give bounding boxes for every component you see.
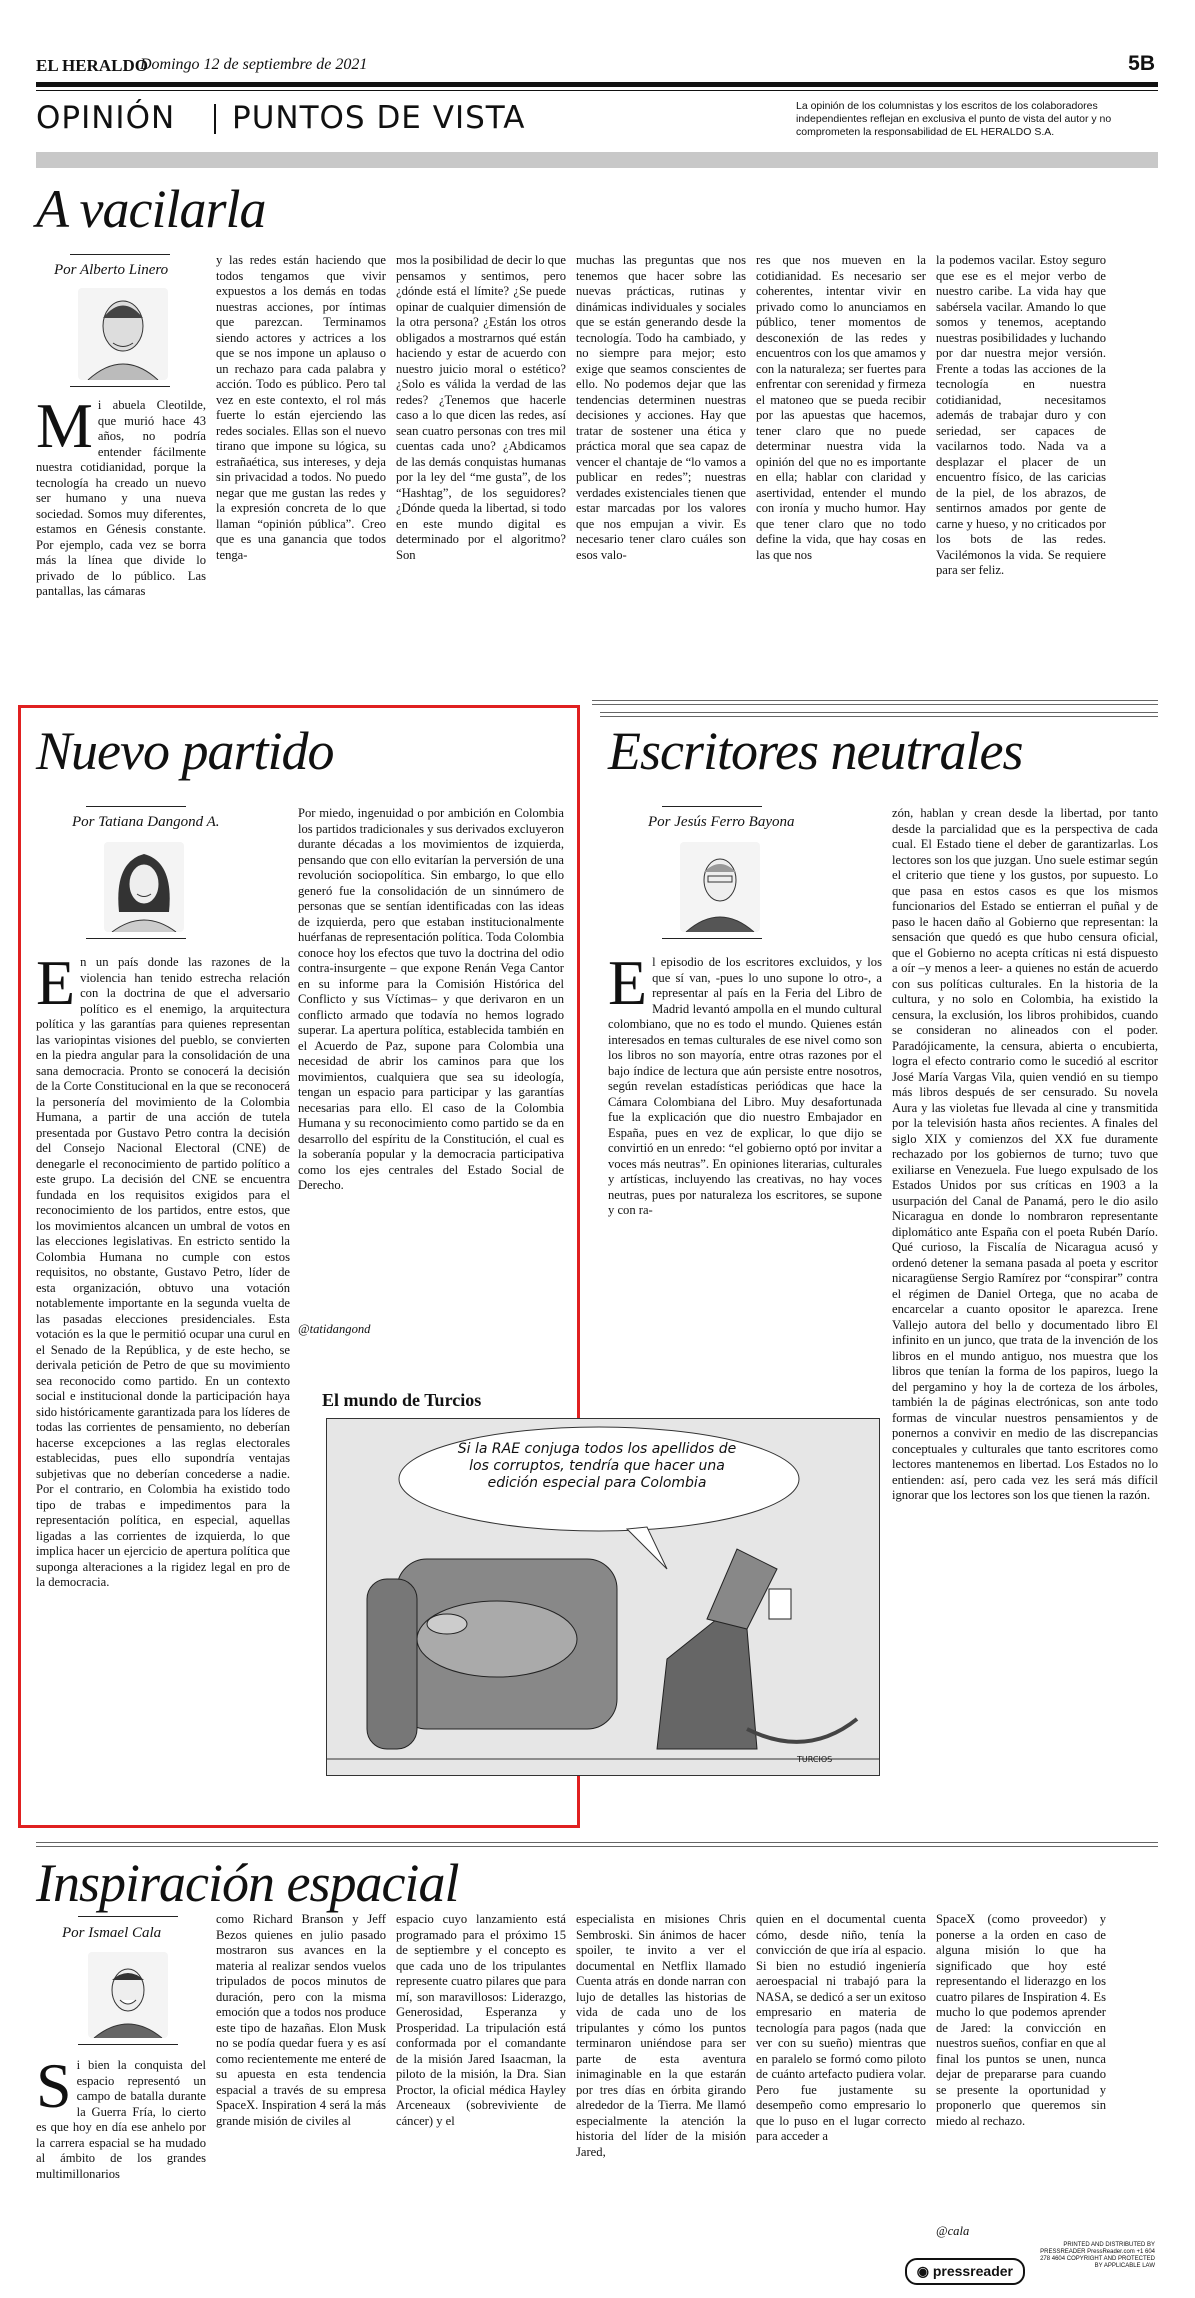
author-handle: @cala xyxy=(936,2224,970,2238)
article-column: mos la posibilidad de decir lo que pensamos y sentimos, pero ¿dónde está el límite? ¿Se puede opinar de cualquier dimensión de la otra persona? ¿Están los otros obligados a mostrarnos qué están haciendo y estar de acuerdo con nuestro juicio moral o estético? ¿Solo es válida la verdad de las redes? ¿Tenemos que hacerle caso a lo que dicen las redes, así sean cuatro personas con tres mil cuentas cada uno? ¿Abdicamos de las demás conquistas humanas por la ley del “me gusta”, de los “Hashtag”, de los seguidores? ¿Dónde queda la libertad, si todo en este mundo digital es determinado por el algoritmo? Son xyxy=(396,253,566,562)
article-headline: A vacilarla xyxy=(36,179,266,239)
section-divider xyxy=(214,104,216,134)
author-portrait xyxy=(104,842,184,932)
cartoon-title: El mundo de Turcios xyxy=(322,1390,482,1410)
article-byline: Por Tatiana Dangond A. xyxy=(72,814,220,830)
article-column: S i bien la conquista del espacio representó un campo de batalla durante la Guerra Fría, lo cierto es que hoy en día ese anhelo por la carrera espacial se ha mudado al ámbito de los grandes multimillonarios xyxy=(36,2058,206,2181)
pressreader-fine-print: PRINTED AND DISTRIBUTED BY PRESSREADER PressReader.com +1 604 278 4604 COPYRIGHT AND PROTECTED BY APPLICABLE LAW xyxy=(1040,2242,1155,2269)
byline-rule xyxy=(662,806,762,807)
masthead-rule xyxy=(36,82,1158,87)
author-portrait xyxy=(78,288,168,380)
article-column: espacio cuyo lanzamiento está programado para el próximo 15 de septiembre y el concepto es que cada uno de los tripulantes represente cuatro pilares que para mí, son maravillosos: Liderazgo, Generosidad, Esperanza y Prosperidad. La tripulación está conformada por el comandante de la misión Jared Isaacman, la piloto de la misión, la Dra. Sian Proctor, la oficial médica Hayley Arceneaux (sobreviviente de cáncer) y el xyxy=(396,1912,566,2128)
section-bar xyxy=(36,152,1158,168)
article-byline: Por Alberto Linero xyxy=(54,262,169,278)
byline-rule xyxy=(78,1916,178,1917)
author-portrait xyxy=(680,842,760,932)
author-portrait xyxy=(88,1952,168,2038)
byline-rule xyxy=(78,2044,178,2045)
article-column: SpaceX (como proveedor) y ponerse a la orden en caso de alguna misión lo que ha significado que hoy esté representando el liderazgo en los cuatro pilares de Inspiration 4. Es mucho lo que podemos aprender de Jared: la convicción en nuestros sueños, confiar en que al final los puntos se unen, nunca dejar de prepararse para cuando se presente la oportunidad y proponerlo que queremos sin miedo al rechazo. xyxy=(936,1912,1106,2128)
article-byline: Por Jesús Ferro Bayona xyxy=(648,814,795,830)
article-column: quien en el documental cuenta cómo, desde niño, tenía la convicción de que iría al espacio. Si bien no estudió ingeniería aeroespacial ni trabajó para la NASA, se dedicó a ser un exitoso empresario en materia de tecnología para pagos (nada que ver con su sueño) mientras que en paralelo se formó como piloto de cuánto artefacto pudiera volar. Pero fue justamente su desempeño como empresario lo que lo puso en el lugar correcto para acceder a xyxy=(756,1912,926,2143)
author-handle: @tatidangond xyxy=(298,1322,371,1336)
editorial-disclaimer: La opinión de los columnistas y los escritos de los colaboradores independientes reflejan en exclusiva el punto de vista del autor y no comprometen la responsabilidad de EL HERALDO S.A. xyxy=(796,100,1112,138)
pressreader-icon: ◉ xyxy=(916,2263,933,2279)
article-headline: Escritores neutrales xyxy=(608,721,1023,781)
article-column: M i abuela Cleotilde, que murió hace 43 años, no podría entender fácilmente nuestra cotidianidad, porque la tecnología ha creado un nuevo ser humano y una nueva sociedad. Somos muy diferentes, estamos en Génesis constante. Por ejemplo, cada vez se borra más la línea que divide lo privado de lo público. Las pantallas, las cámaras xyxy=(36,398,206,598)
section-rule xyxy=(600,712,1158,717)
article-column: y las redes están haciendo que todos tengamos que vivir expuestos a los demás en todas nuestras acciones, por íntimas que parezcan. Terminamos siendo actores y actrices a los que se nos impone un aplauso o un rechazo para cada palabra y acción. Todo es público. Pero tal vez en este contexto, el rol más fuerte lo están ejerciendo las redes sociales. Ellas son el nuevo tirano que impone su lógica, su estrañaética, sus intereses, y deja sin privacidad a todos. No puedo negar que me gustan las redes y la expresión concreta de lo que llaman “opinión pública”. Creo que es una ganancia que todos tenga- xyxy=(216,253,386,562)
byline-rule xyxy=(70,254,170,255)
article-headline: Nuevo partido xyxy=(36,721,334,781)
editorial-cartoon xyxy=(326,1418,880,1776)
article-column: muchas las preguntas que nos tenemos que hacer sobre las nuevas prácticas, rutinas y dinámicas individuales y sociales que se están generando desde la tecnología. Todo ha cambiado, y no siempre para mejor; esto exige que seamos conscientes de ello. No podemos dejar que las tendencias determinen nuestras decisiones y acciones. Hay que tratar de sostener una ética y práctica moral que sea capaz de vencer el chantaje de “lo vamos a publicar en redes”; nuestras verdades existenciales tienen que estar marcadas por los valores que nos empujan a vivir. Es necesario tener claro cuáles son esos valo- xyxy=(576,253,746,562)
article-column: como Richard Branson y Jeff Bezos quienes en julio pasado mostraron sus avances en la materia al realizar sendos vuelos tripulados de pocos minutos de duración, pero con la misma emoción que a todos nos produce este tipo de hazañas. Elon Musk no se podía quedar fuera y es así como recientemente me enteré de su apuesta en esta tendencia espacial a través de su empresa SpaceX. Inspiration 4 será la más grande misión de civiles al xyxy=(216,1912,386,2128)
article-column: E l episodio de los escritores excluidos, y los que sí van, -pues lo uno supone lo otro-, a representar al país en la Feria del Libro de Madrid levantó ampolla en el mundo cultural colombiano, que no es todo el mundo. Quienes están interesados en temas culturales de ese nivel como son los libros no son mayoría, entre otras razones por el bajo índice de lectura que aún persiste entre nosotros, según revelan estadísticas periódicas que hace la Cámara Colombiana del Libro. Muy desafortunada fue la explicación que dio nuestro Embajador en España, pues en vez de explicar, lo que dijo se convirtió en un enredo: “el gobierno optó por invitar a voces más neutras”. En opiniones literarias, culturales y artísticas, incluyendo las creativas, no hay voces neutras, pues por naturaleza los escritores, se supone y con ra- xyxy=(608,955,882,1217)
article-column: zón, hablan y crean desde la libertad, por tanto desde la parcialidad que es la perspectiva de cada cual. El Estado tiene el deber de garantizarlas. Los lectores son los que juzgan. Uno suele estimar según el criterio que tiene y los gustos, por supuesto. Lo que pasa en estos casos es que los mismos funcionarios del Estado se entierran el puñal y de paso le hacen daño al Gobierno que representan: la sensación que quedó es que hubo censura oficial, que el Gobierno no acepta críticas ni está dispuesto a oír –y menos a leer- a quienes no están de acuerdo con sus políticas culturales. En la historia de la cultura, y no solo en Colombia, ha existido la censura, la exclusión, los libros prohibidos, cuando se consideran no alineados con el poder. Paradójicamente, la censura, abierta o encubierta, logra el efecto contrario como le sucedió al escritor José María Vargas Vila, quien vendió en su tiempo más libros después de ser censurado. Su novela Aura y las violetas fue llevada al cine y transmitida por la televisión hasta años recientes. A finales del siglo XIX y comienzos del XX fue duramente rechazado por los gobiernos de turno; tuvo que exiliarse en Venezuela. Fue luego expulsado de los Estados Unidos por sus críticas en 1903 a la usurpación del Canal de Panamá, pero le dio asilo Nicaragua en donde lo nombraron representante diplomático ante España con el poeta Rubén Darío. Qué curioso, la Fiscalía de Nicaragua acusó y ordenó detener la semana pasada al poeta y escritor nicaragüense Sergio Ramírez por “conspirar” contra el régimen de Daniel Ortega, que no acaba de encarcelar a cuanto opositor le aparezca. Irene Vallejo autora del bello y documentado libro El infinito en un junco, que trata de la invención de los libros en el mundo antiguo, nos muestra que los libros que tenían la forma de los papiros, luego la del pergamino y hoy la de corteza de los árboles, también la de páginas electrónicas, son ante todo formas de vincular nuestros pensamientos y de ponernos a convivir en medio de las discrepancias conceptuales y culturales que tanto escritores como lectores mantenemos en libertad. Los Estados no lo entienden: así, pero cada vez les será más difícil ignorar que los lectores son los que tienen la razón. xyxy=(892,806,1158,1502)
drop-cap: E xyxy=(36,955,76,1018)
article-column: especialista en misiones Chris Sembroski. Sin ánimos de hacer spoiler, te invito a ver el documental en Netflix llamado Cuenta atrás en donde narran con lujo de detalles las historias de vida de cada uno de los tripulantes y cómo los puntos terminaron uniéndose para ser parte de esta aventura inimaginable en la que estarán por tres días en órbita girando alrededor de la Tierra. Me llamó especialmente la atención la historia del líder de la misión Jared, xyxy=(576,1912,746,2159)
drop-cap: S xyxy=(36,2058,72,2121)
page-number: 5B xyxy=(1128,52,1155,75)
section-rule xyxy=(592,700,1158,705)
cartoonist-signature: TURCIOS xyxy=(797,1755,833,1764)
article-byline: Por Ismael Cala xyxy=(62,1925,162,1941)
section-rule xyxy=(36,1842,1158,1847)
byline-rule xyxy=(662,938,762,939)
article-column: la podemos vacilar. Estoy seguro que ese es el mejor verbo de nuestro caribe. La vida hay que sabérsela vacilar. Amando lo que somos y tenemos, aceptando nuestras posibilidades y luchando por dar nuestra mejor versión. Frente a todas las acciones de la tecnología en nuestra cotidianidad, necesitamos además de trabajar duro y con seriedad, ser capaces de vacilarnos todo. Nada va a desplazar el placer de un encuentro físico, de las caricias de la piel, de los abrazos, de sentirnos amados por gente de carne y hueso, y no criticados por los bots de las redes. Vacilémonos la vida. Se requiere para ser feliz. xyxy=(936,253,1106,577)
byline-rule xyxy=(70,386,170,387)
newspaper-name: EL HERALDO xyxy=(36,56,148,75)
byline-rule xyxy=(86,938,186,939)
speech-bubble: Si la RAE conjuga todos los apellidos de los corruptos, tendría que hacer una edición especial para Colombia xyxy=(457,1441,737,1491)
article-column: Por miedo, ingenuidad o por ambición en Colombia los partidos tradicionales y sus derivados excluyeron durante décadas a los movimientos de izquierda, pensando que con ello evitarían la perversión de una revolución sociopolítica. Sin embargo, lo que ello generó fue la consolidación de un sinnúmero de personas que se sentían identificadas con las ideas de izquierda, pero que estaban institucionalmente huérfanas de representación política. Toda Colombia conoce hoy los efectos que tuvo la doctrina del odio contra-insurgente – que expone Renán Vega Cantor en su informe para la Comisión Histórica del Conflicto y sus Víctimas– y que derivaron en un conflicto armado que todavía no hemos logrado superar. La apertura política, establecida también en el Acuerdo de Paz, supone para Colombia una necesidad de abrir los caminos para que los movimientos, cualquiera que sea su ideología, tengan un espacio para participar y las garantías necesarias para ello. El caso de la Colombia Humana y su reconocimiento como partido se da en desarrollo del espíritu de la Constitución, el cual es la soberanía popular y la democracia participativa como los ejes centrales del Estado Social de Derecho. xyxy=(298,806,564,1192)
section-title: OPINIÓN xyxy=(36,100,176,136)
byline-rule xyxy=(86,806,186,807)
masthead-rule-thin xyxy=(36,90,1158,91)
pressreader-logo[interactable]: ◉ pressreader xyxy=(905,2258,1025,2285)
drop-cap: E xyxy=(608,955,648,1018)
issue-date: Domingo 12 de septiembre de 2021 xyxy=(140,56,368,73)
article-headline: Inspiración espacial xyxy=(36,1853,459,1913)
drop-cap: M xyxy=(36,398,93,461)
article-column: res que nos mueven en la cotidianidad. Es necesario ser coherentes, intentar vivir en privado como lo anunciamos en público, tener momentos de desconexión de las redes y encuentros con los que amamos y con la naturaleza; ser fuertes para enfrentar con serenidad y firmeza el matoneo que se pueda recibir por las apuestas que hacemos, tener claro que no puede determinar nuestra vida la opinión del que no es importante en ella; hablar con claridad y asertividad, entender el mundo con ironía y mucho humor. Hay que tener claro que no todo define la vida, que hay cosas en las que nos xyxy=(756,253,926,562)
subsection-title: PUNTOS DE VISTA xyxy=(232,100,526,136)
article-column: E n un país donde las razones de la violencia han tenido estrecha relación con la doctrina de que el adversario político es el enemigo, la arquitectura política y las garantías para quienes representan las variopintas visiones del pueblo, se convierten en la piedra angular para la consolidación de una sana democracia. Pronto se conocerá la decisión de la Corte Constitucional en la que se reconocerá la personería del movimiento de la Colombia Humana, a partir de una acción de tutela presentada por Gustavo Petro contra la decisión del Consejo Nacional Electoral (CNE) de denegarle el reconocimiento de partido político a este grupo. La decisión del CNE se encuentra fundada en los requisitos exigidos para el reconocimiento de los partidos, entre estos, que los movimientos alcancen un umbral de votos en las elecciones legislativas. En estricto sentido la Colombia Humana no cumple con estos requisitos, no obstante, Gustavo Petro, líder de esta organización, obtuvo una votación notablemente importante en la segunda vuelta de las pasadas elecciones presidenciales. Esta votación es la que le permitió ocupar una curul en el Senado de la República, y de este hecho, se derivala petición de Petro de que su movimiento sea reconocido como partido. En un contexto social e institucional donde la participación haya sido históricamente garantizada para los líderes de todas las corrientes de pensamiento, no deberían hacerse excepciones a las reglas electorales establecidas, pues ello supondría ventajas subjetivas que no deberían concederse a nadie. Por el contrario, en Colombia ha existido todo tipo de trabas e impedimentos para la representación política, en especial, aquellas ligadas a las corrientes de izquierda, lo que implica hacer un ejercicio de apertura política que suponga alteraciones a la rigidez legal en pro de la democracia. xyxy=(36,955,290,1589)
